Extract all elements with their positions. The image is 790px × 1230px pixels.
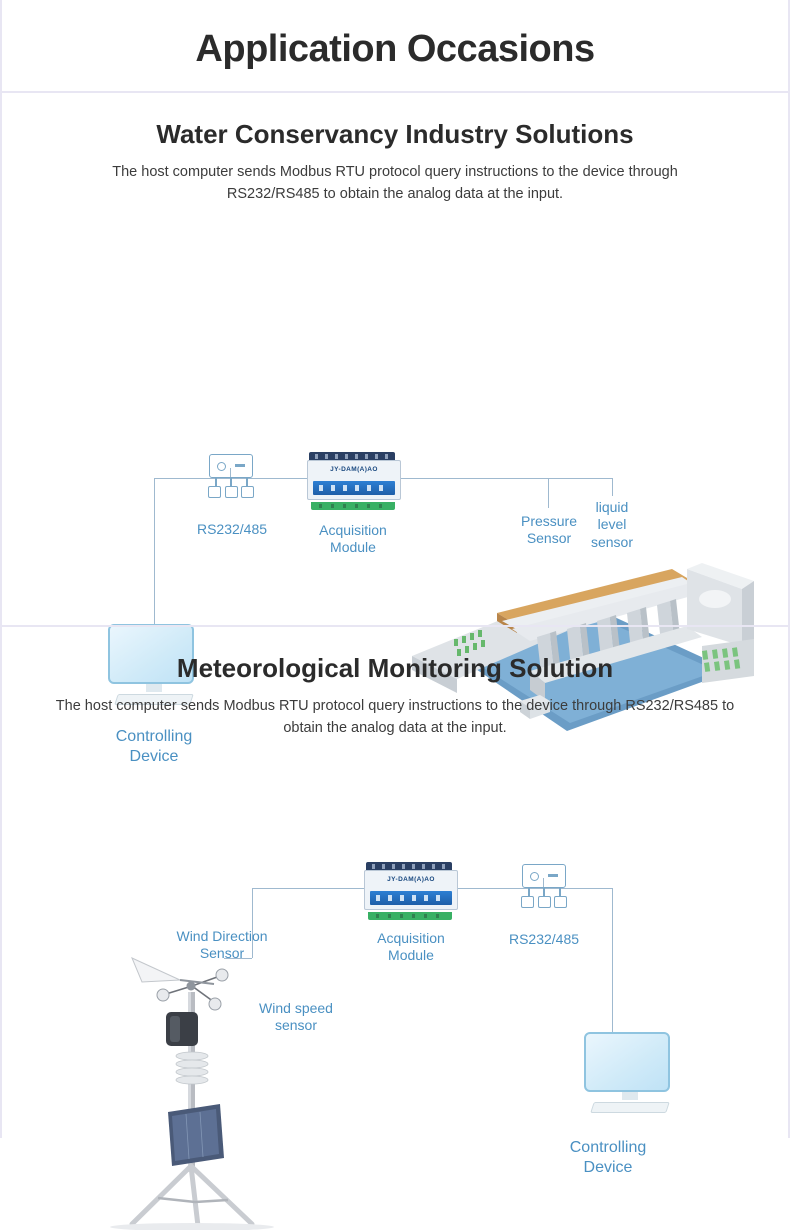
label-rs232-485-text: RS232/485 xyxy=(508,930,580,947)
label-liquid-level-sensor-line1: liquid xyxy=(595,498,629,515)
acquisition-module-device xyxy=(307,452,399,510)
weather-station-illustration xyxy=(102,940,302,1230)
label-acquisition-module xyxy=(360,930,462,965)
module-terminal-bottom xyxy=(311,502,395,510)
module-blue-panel xyxy=(313,481,395,495)
module-body xyxy=(364,870,458,910)
module-brand-label: JY-DAM(A)AO xyxy=(387,875,435,883)
label-controlling-device-line2: Device xyxy=(129,747,179,765)
label-rs232-485 xyxy=(492,931,596,949)
label-wind-speed-sensor-line1: Wind speed xyxy=(259,999,333,1016)
section-title: Meteorological Monitoring Solution xyxy=(176,653,614,683)
label-controlling-device-line1: Controlling xyxy=(569,1138,647,1156)
connector-line-to-controller xyxy=(612,888,613,1038)
module-blue-panel xyxy=(370,891,452,905)
connector-line-to-level-sensor xyxy=(612,478,613,496)
label-liquid-level-sensor-line3: sensor xyxy=(590,533,634,550)
label-pressure-sensor-line1: Pressure xyxy=(520,512,578,529)
label-controlling-device-line1: Controlling xyxy=(115,727,193,745)
section-description: The host computer sends Modbus RTU protocol query instructions to the device through RS232/RS485 to obtain the analog data at the input. xyxy=(112,164,678,202)
section-description: The host computer sends Modbus RTU protocol query instructions to the device through RS232/RS485 to obtain the analog data at the input. xyxy=(55,698,735,736)
label-controlling-device xyxy=(548,1138,668,1178)
module-brand-label: JY-DAM(A)AO xyxy=(330,465,378,473)
controlling-device-monitor xyxy=(584,1032,676,1112)
label-rs232-485-text: RS232/485 xyxy=(196,520,268,537)
label-wind-direction-sensor-line2: Sensor xyxy=(199,945,245,961)
monitor-stand xyxy=(622,1092,638,1100)
label-liquid-level-sensor-line2: level xyxy=(597,516,627,532)
label-acquisition-module-line1: Acquisition xyxy=(377,929,445,946)
module-body xyxy=(307,460,401,500)
connector-line-to-controller xyxy=(154,478,155,626)
label-pressure-sensor xyxy=(508,513,590,548)
section-title: Water Conservancy Industry Solutions xyxy=(156,119,634,149)
label-acquisition-module-line2: Module xyxy=(388,947,434,963)
connector-line-to-pressure-sensor xyxy=(548,478,549,508)
network-switch-icon xyxy=(208,454,254,498)
module-terminal-bottom xyxy=(368,912,452,920)
label-acquisition-module xyxy=(302,522,404,557)
switch-body-icon xyxy=(209,454,253,478)
switch-body-icon xyxy=(522,864,566,888)
label-wind-direction-sensor-line1: Wind Direction xyxy=(176,927,268,944)
label-liquid-level-sensor xyxy=(580,499,644,552)
label-rs232-485 xyxy=(180,521,284,539)
divider-top xyxy=(2,91,788,93)
section-meteorological xyxy=(2,627,788,1176)
label-wind-speed-sensor-line2: sensor xyxy=(274,1017,318,1033)
keyboard-icon xyxy=(590,1102,670,1113)
page-title: Application Occasions xyxy=(195,28,595,70)
label-controlling-device-line2: Device xyxy=(583,1158,633,1176)
monitor-screen xyxy=(584,1032,670,1092)
network-switch-icon xyxy=(521,864,567,908)
switch-legs-icon xyxy=(523,888,565,902)
label-pressure-sensor-line2: Sensor xyxy=(526,530,572,546)
label-acquisition-module-line2: Module xyxy=(330,539,376,555)
acquisition-module-device xyxy=(364,862,456,920)
switch-legs-icon xyxy=(210,478,252,492)
label-acquisition-module-line1: Acquisition xyxy=(319,521,387,538)
diagram-meteorological xyxy=(2,740,790,1176)
